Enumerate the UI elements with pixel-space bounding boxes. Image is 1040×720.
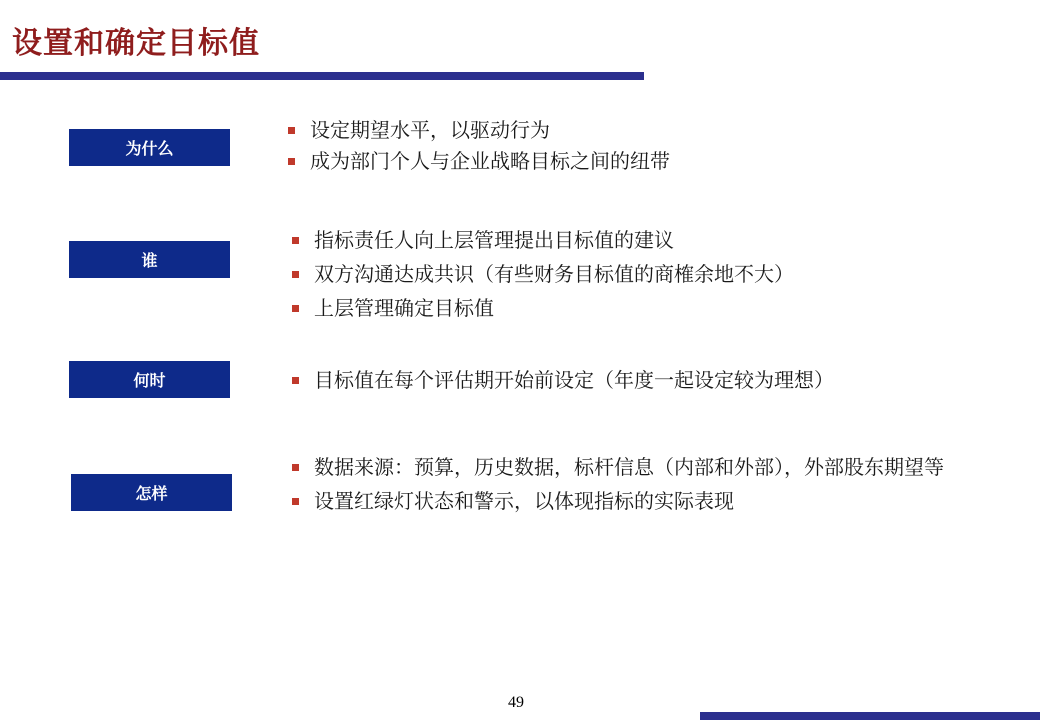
- bullet-text: 成为部门个人与企业战略目标之间的纽带: [310, 149, 670, 173]
- bullet-text: 上层管理确定目标值: [314, 296, 494, 320]
- section-label-when: 何时: [69, 361, 230, 398]
- page-number: 49: [508, 694, 524, 711]
- section-label-how: 怎样: [71, 474, 232, 511]
- square-bullet-icon: [292, 237, 299, 244]
- list-item: [287, 489, 947, 513]
- section-label-why: 为什么: [69, 129, 230, 166]
- square-bullet-icon: [292, 498, 299, 505]
- square-bullet-icon: [292, 271, 299, 278]
- square-bullet-icon: [288, 127, 295, 134]
- bullet-text: 指标责任人向上层管理提出目标值的建议: [314, 228, 674, 252]
- bullet-text: 设置红绿灯状态和警示，以体现指标的实际表现: [314, 489, 734, 513]
- section-bullets-how: [287, 455, 947, 513]
- title-underline: [0, 72, 644, 80]
- bullet-text: 双方沟通达成共识（有些财务目标值的商榷余地不大）: [314, 262, 794, 286]
- section-bullets-who: [287, 228, 987, 320]
- list-item: [287, 368, 1007, 392]
- square-bullet-icon: [292, 464, 299, 471]
- section-label-who: 谁: [69, 241, 230, 278]
- list-item: [287, 455, 947, 479]
- square-bullet-icon: [292, 305, 299, 312]
- list-item: [283, 118, 983, 142]
- footer-rule: [700, 712, 1040, 720]
- section-bullets-when: [287, 368, 1007, 392]
- bullet-text: 目标值在每个评估期开始前设定（年度一起设定较为理想）: [314, 368, 834, 392]
- list-item: [283, 149, 983, 173]
- list-item: [287, 262, 987, 286]
- list-item: [287, 228, 987, 252]
- section-bullets-why: [283, 118, 983, 173]
- square-bullet-icon: [288, 158, 295, 165]
- page-title: 设置和确定目标值: [12, 26, 260, 61]
- bullet-text: 设定期望水平，以驱动行为: [310, 118, 550, 142]
- list-item: [287, 296, 987, 320]
- bullet-text: 数据来源：预算，历史数据，标杆信息（内部和外部），外部股东期望等: [314, 455, 944, 479]
- square-bullet-icon: [292, 377, 299, 384]
